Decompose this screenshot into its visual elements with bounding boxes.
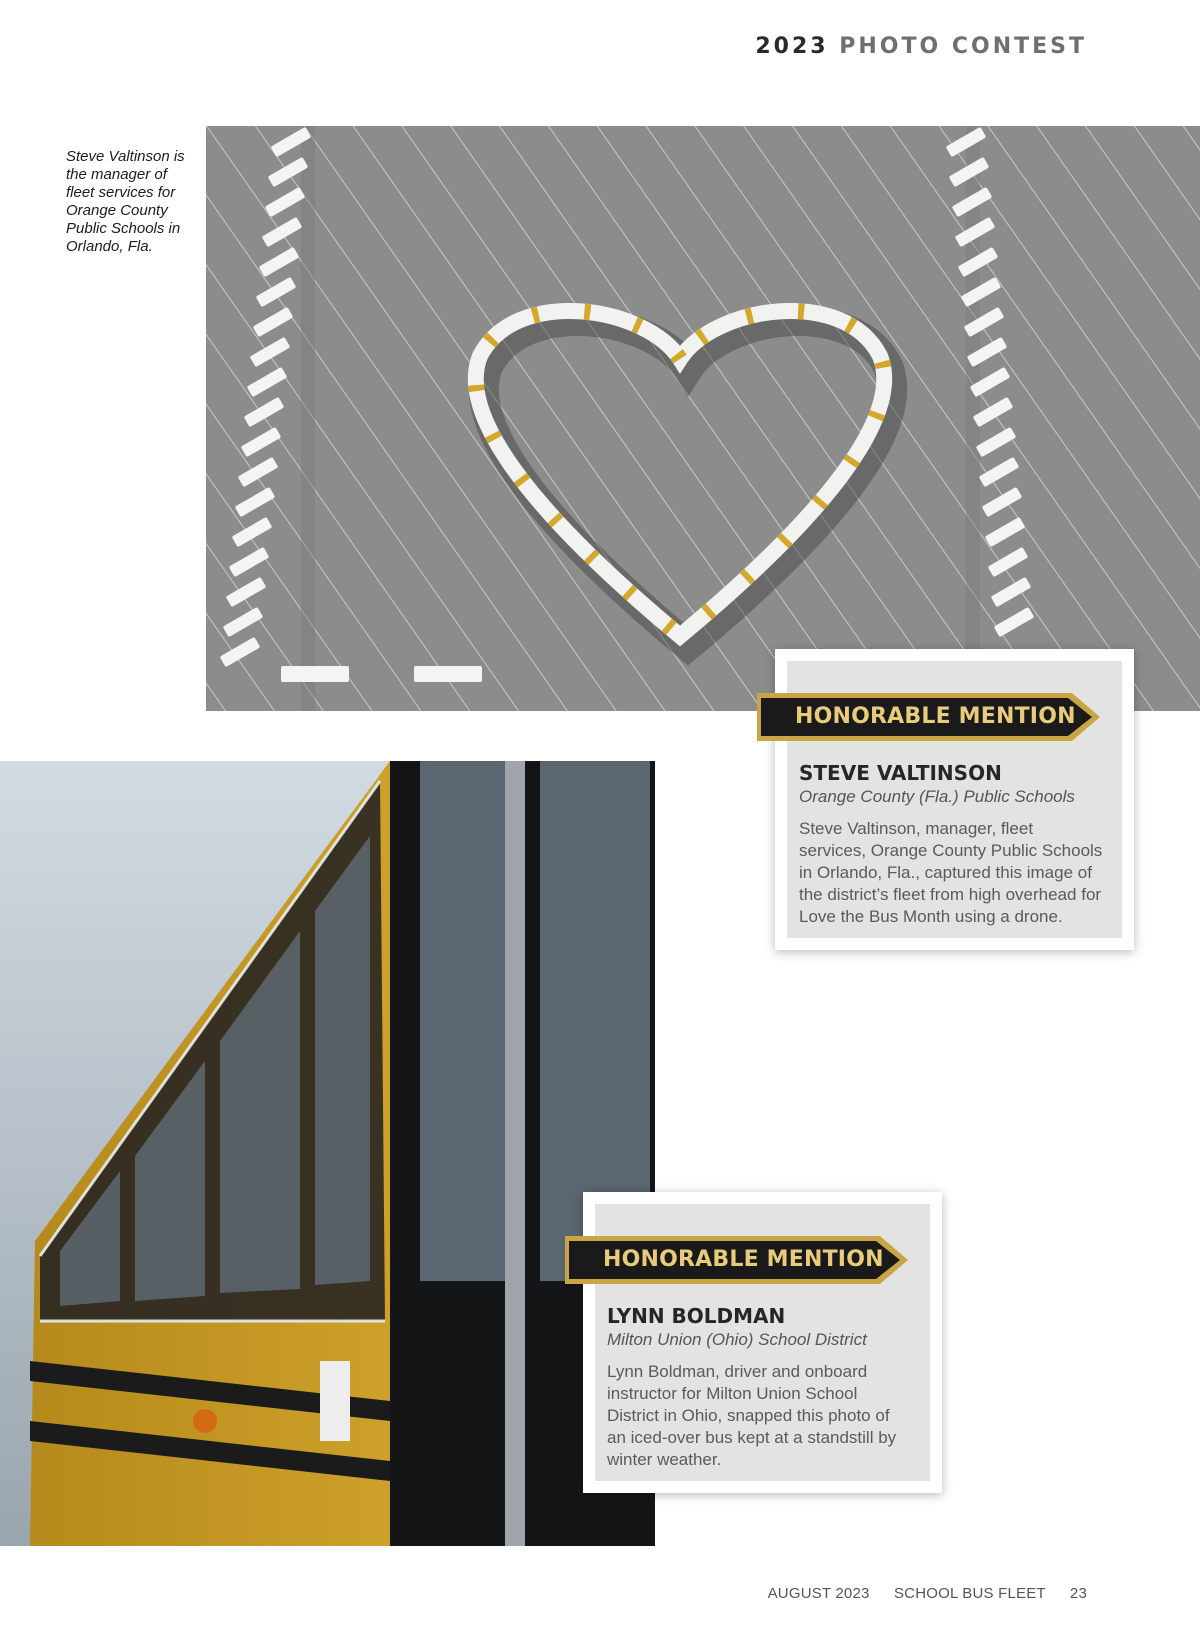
page-header: [755, 34, 1087, 59]
card-panel: [595, 1204, 930, 1481]
winner-organization: Milton Union (Ohio) School District: [607, 1330, 867, 1349]
header-title: PHOTO CONTEST: [839, 34, 1087, 59]
photo-caption-1: Steve Valtinson is the manager of fleet services for Orange County Public Schools in Orlando, Fla.: [66, 148, 185, 255]
honorable-mention-card-1: [775, 649, 1134, 950]
aerial-heart-buses-photo: [206, 126, 1200, 711]
card-panel: [787, 661, 1122, 938]
page-number: 23: [1069, 1585, 1087, 1602]
award-label: HONORABLE MENTION: [795, 704, 1076, 729]
header-year: 2023: [755, 34, 829, 59]
winner-description: Lynn Boldman, driver and onboard instructor for Milton Union School District in Ohio, snapped this photo of an iced-over bus kept at a standstill by winter weather.: [607, 1362, 897, 1469]
winner-info: [799, 761, 1104, 928]
winner-name: LYNN BOLDMAN: [607, 1304, 786, 1328]
honorable-mention-card-2: [583, 1192, 942, 1493]
award-ribbon: [757, 689, 1102, 745]
winner-organization: Orange County (Fla.) Public Schools: [799, 787, 1075, 806]
winner-name: STEVE VALTINSON: [799, 761, 1002, 785]
winner-description: Steve Valtinson, manager, fleet services, Orange County Public Schools in Orlando, Fla., captured this image of the district’s fleet from high overhead for Love the Bus Month using a drone.: [799, 819, 1103, 926]
footer-publication: SCHOOL BUS FLEET: [893, 1585, 1046, 1602]
winner-info: [607, 1304, 912, 1471]
iced-bus-photo: [0, 761, 655, 1546]
award-ribbon: [565, 1232, 910, 1288]
page-footer: [748, 1585, 1087, 1602]
footer-issue: AUGUST 2023: [767, 1585, 870, 1602]
award-label: HONORABLE MENTION: [603, 1247, 884, 1272]
